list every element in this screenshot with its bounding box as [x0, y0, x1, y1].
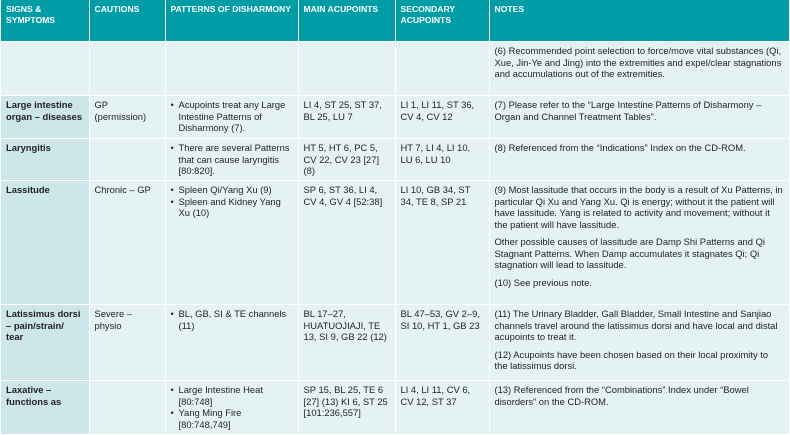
caution-cell	[89, 381, 165, 435]
sign-cell: Lassitude	[1, 181, 89, 305]
pattern-item: • Yang Ming Fire [80:748,749]	[171, 407, 293, 430]
header-row	[1, 0, 789, 42]
main-acupoints-cell: SP 6, ST 36, LI 4, CV 4, GV 4 [52:38]	[298, 181, 395, 305]
caution-cell: Chronic – GP	[89, 181, 165, 305]
patterns-cell	[165, 139, 298, 181]
sign-cell: Laryngitis	[1, 139, 89, 181]
header-notes: NOTES	[489, 0, 789, 42]
notes-cell	[489, 181, 789, 305]
patterns-cell	[165, 305, 298, 381]
caution-cell	[89, 139, 165, 181]
table-row	[1, 181, 789, 305]
secondary-acupoints-cell: LI 10, GB 34, ST 34, TE 8, SP 21	[395, 181, 489, 305]
pattern-item: • Spleen and Kidney Yang Xu (10)	[171, 196, 293, 219]
header-patterns: PATTERNS OF DISHARMONY	[165, 0, 298, 42]
patterns-cell	[165, 381, 298, 435]
notes-cell	[489, 42, 789, 96]
main-acupoints-cell: LI 4, ST 25, ST 37, BL 25, LU 7	[298, 96, 395, 139]
pattern-item: • There are several Patterns that can cause laryngitis [80:820].	[171, 142, 293, 177]
secondary-acupoints-cell	[395, 42, 489, 96]
secondary-acupoints-cell: LI 4, LI 11, CV 6, CV 12, ST 37	[395, 381, 489, 435]
acupoint-table	[1, 0, 790, 435]
notes-cell	[489, 139, 789, 181]
notes-cell	[489, 305, 789, 381]
notes-cell	[489, 381, 789, 435]
patterns-cell	[165, 42, 298, 96]
main-acupoints-cell: BL 17–27, HUATUOJIAJI, TE 13, SI 9, GB 22 (12)	[298, 305, 395, 381]
header-main-acupoints: MAIN ACUPOINTS	[298, 0, 395, 42]
patterns-cell	[165, 96, 298, 139]
secondary-acupoints-cell: BL 47–53, GV 2–9, SI 10, HT 1, GB 23	[395, 305, 489, 381]
note-text: (9) Most lassitude that occurs in the body is a result of Xu Patterns, in particular Qi Xu and Yang Xu. Qi is energy; without it the patient will have lassitude. Yang is related to activity and movement; without it the patient will have lassitude.	[494, 184, 783, 230]
patterns-cell	[165, 181, 298, 305]
sign-cell	[1, 42, 89, 96]
note-text: (10) See previous note.	[494, 276, 592, 288]
table-row	[1, 305, 789, 381]
note-text: (13) Referenced from the “Combinations” Index under “Bowel disorders” on the CD-ROM.	[494, 384, 749, 407]
pattern-item: • BL, GB, SI & TE channels (11)	[171, 308, 293, 331]
sign-cell: Large intestine organ – diseases	[1, 96, 89, 139]
table-row	[1, 381, 789, 435]
secondary-acupoints-cell: HT 7, LI 4, LI 10, LU 6, LU 10	[395, 139, 489, 181]
table-row	[1, 96, 789, 139]
header-cautions: CAUTIONS	[89, 0, 165, 42]
main-acupoints-cell: HT 5, HT 6, PC 5, CV 22, CV 23 [27] (8)	[298, 139, 395, 181]
table-row	[1, 139, 789, 181]
note-text: (6) Recommended point selection to force/move vital substances (Qi, Xue, Jin-Ye and Jing) into the extremities and expel/clear stagnations and accumulations out of the extremities.	[494, 45, 782, 79]
note-text: Other possible causes of lassitude are Damp Shi Patterns and Qi Stagnant Patterns. When Damp accumulates it stagnates Qi; Qi stagnation will lead to lassitude.	[494, 236, 765, 270]
sign-cell: Latissimus dorsi – pain/strain/ tear	[1, 305, 89, 381]
header-secondary-acupoints: SECONDARY ACUPOINTS	[395, 0, 489, 42]
table-row	[1, 42, 789, 96]
header-signs: SIGNS & SYMPTOMS	[1, 0, 89, 42]
caution-cell	[89, 42, 165, 96]
pattern-item: • Spleen Qi/Yang Xu (9)	[171, 184, 293, 196]
notes-cell	[489, 96, 789, 139]
note-text: (12) Acupoints have been chosen based on their local proximity to the latissimus dorsi.	[494, 348, 769, 371]
pattern-item: • Acupoints treat any Large Intestine Patterns of Disharmony (7).	[171, 99, 293, 134]
caution-cell: GP (permission)	[89, 96, 165, 139]
main-acupoints-cell	[298, 42, 395, 96]
caution-cell: Severe – physio	[89, 305, 165, 381]
note-text: (8) Referenced from the “Indications” Index on the CD-ROM.	[494, 142, 746, 153]
note-text: (7) Please refer to the “Large Intestine Patterns of Disharmony – Organ and Channel Treatment Tables”.	[494, 99, 762, 122]
pattern-item: • Large Intestine Heat [80:748]	[171, 384, 293, 407]
note-text: (11) The Urinary Bladder, Gall Bladder, Small Intestine and Sanjiao channels travel around the latissimus dorsi and have local and distal acupoints to treat it.	[494, 308, 778, 342]
sign-cell: Laxative – functions as	[1, 381, 89, 435]
main-acupoints-cell: SP 15, BL 25, TE 6 [27] (13) KI 6, ST 25 [101:236,557]	[298, 381, 395, 435]
secondary-acupoints-cell: LI 1, LI 11, ST 36, CV 4, CV 12	[395, 96, 489, 139]
